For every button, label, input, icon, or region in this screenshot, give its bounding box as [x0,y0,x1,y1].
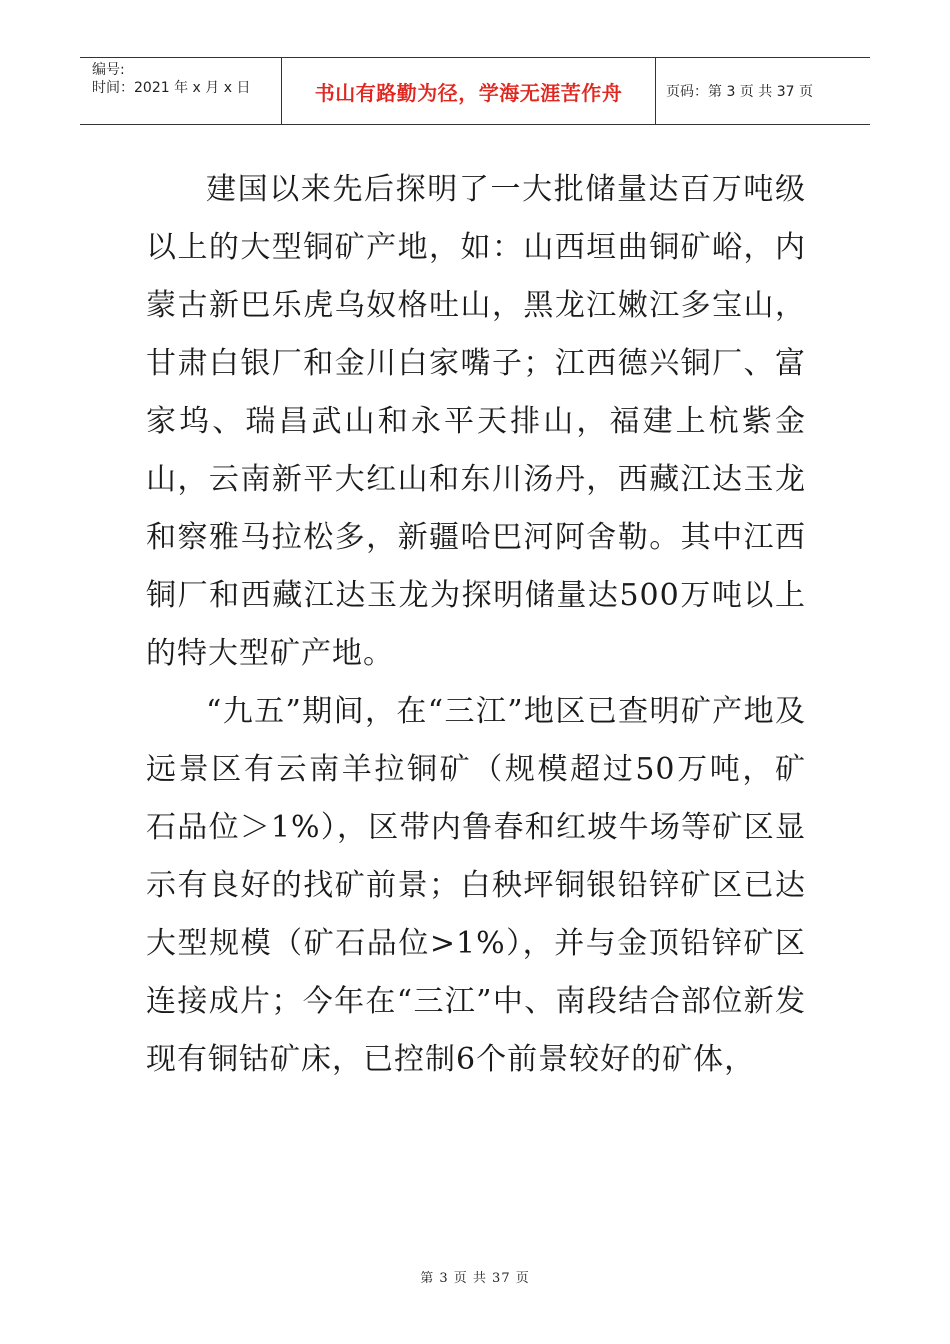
header-motto: 书山有路勤为径，学海无涯苦作舟 [282,58,656,124]
page-footer: 第 3 页 共 37 页 [420,1271,530,1286]
header-meta [80,58,282,124]
page-header [80,57,870,125]
paragraph: “九五”期间，在“三江”地区已查明矿产地及远景区有云南羊拉铜矿（规模超过50万吨，矿石品位＞1%），区带内鲁春和红坡牛场等矿区显示有良好的找矿前景；白秧坪铜银铅锌矿区已达大型规模（矿石品位>1%），并与金顶铅锌矿区连接成片；今年在“三江”中、南段结合部位新发现有铜钴矿床，已控制6个前景较好的矿体， [146,694,806,1077]
document-date: 时间：2021 年 x 月 x 日 [92,80,251,96]
paragraph: 建国以来先后探明了一大批储量达百万吨级以上的大型铜矿产地，如：山西垣曲铜矿峪，内蒙古新巴乐虎乌奴格吐山，黑龙江嫩江多宝山，甘肃白银厂和金川白家嘴子；江西德兴铜厂、富家坞、瑞昌武山和永平天排山，福建上杭紫金山，云南新平大红山和东川汤丹，西藏江达玉龙和察雅马拉松多，新疆哈巴河阿舍勒。其中江西铜厂和西藏江达玉龙为探明储量达500万吨以上的特大型矿产地。 [146,172,806,671]
document-number-label: 编号: [92,62,125,78]
document-body [146,161,806,1089]
header-page-info: 页码：第 3 页 共 37 页 [666,84,813,100]
